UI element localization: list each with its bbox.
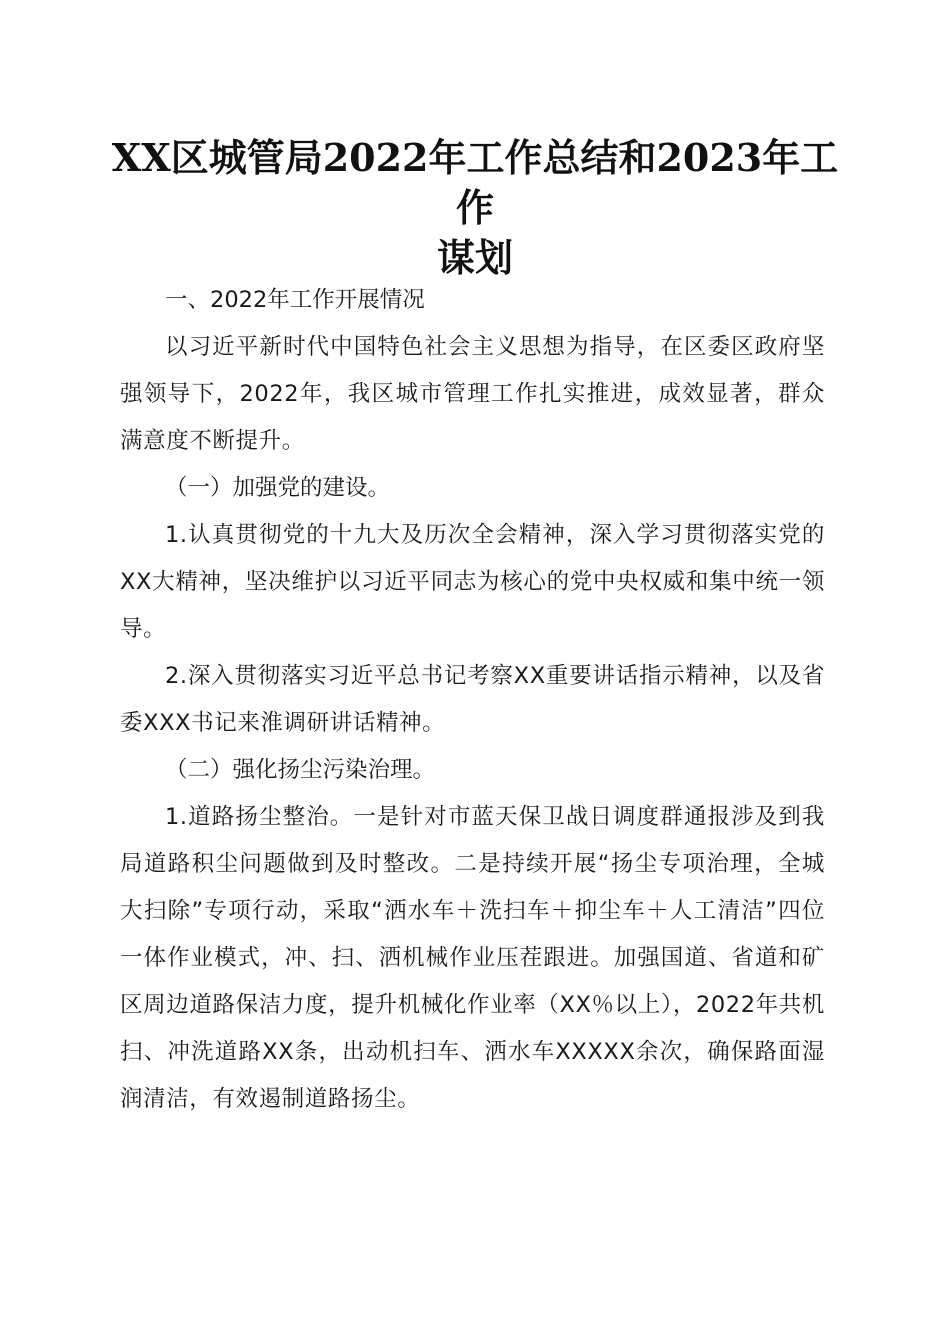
subsection-heading-2: （二）强化扬尘污染治理。 — [165, 757, 436, 783]
paragraph-2-1: 1.道路扬尘整治。一是针对市蓝天保卫战日调度群通报涉及到我局道路积尘问题做到及时整改。二是持续开展“扬尘专项治理，全城大扫除”专项行动，采取“洒水车＋洗扫车＋抑尘车＋人工清洁”四位一体作业模式，冲、扫、洒机械作业压茬跟进。加强国道、省道和矿区周边道路保洁力度，提升机械化作业率（XX％以上），2022年共机扫、冲洗道路XX条，出动机扫车、洒水车XXXXX余次，确保路面湿润清洁，有效遏制道路扬尘。 — [120, 804, 825, 1112]
subsection-heading-1: （一）加强党的建设。 — [165, 475, 391, 501]
intro-paragraph: 以习近平新时代中国特色社会主义思想为指导，在区委区政府坚强领导下，2022年，我区城市管理工作扎实推进，成效显著，群众满意度不断提升。 — [120, 334, 825, 454]
document-title — [100, 133, 850, 283]
section-heading-1: 一、2022年工作开展情况 — [165, 287, 425, 313]
paragraph-1-1: 1.认真贯彻党的十九大及历次全会精神，深入学习贯彻落实党的XX大精神，坚决维护以习近平同志为核心的党中央权威和集中统一领导。 — [120, 522, 825, 642]
title-line-1: XX区城管局2022年工作总结和2023年工作 — [111, 135, 839, 230]
document-body — [120, 277, 825, 1123]
paragraph-1-2: 2.深入贯彻落实习近平总书记考察XX重要讲话指示精神，以及省委XXX书记来淮调研讲话精神。 — [120, 663, 825, 736]
title-line-2: 谋划 — [436, 235, 513, 280]
